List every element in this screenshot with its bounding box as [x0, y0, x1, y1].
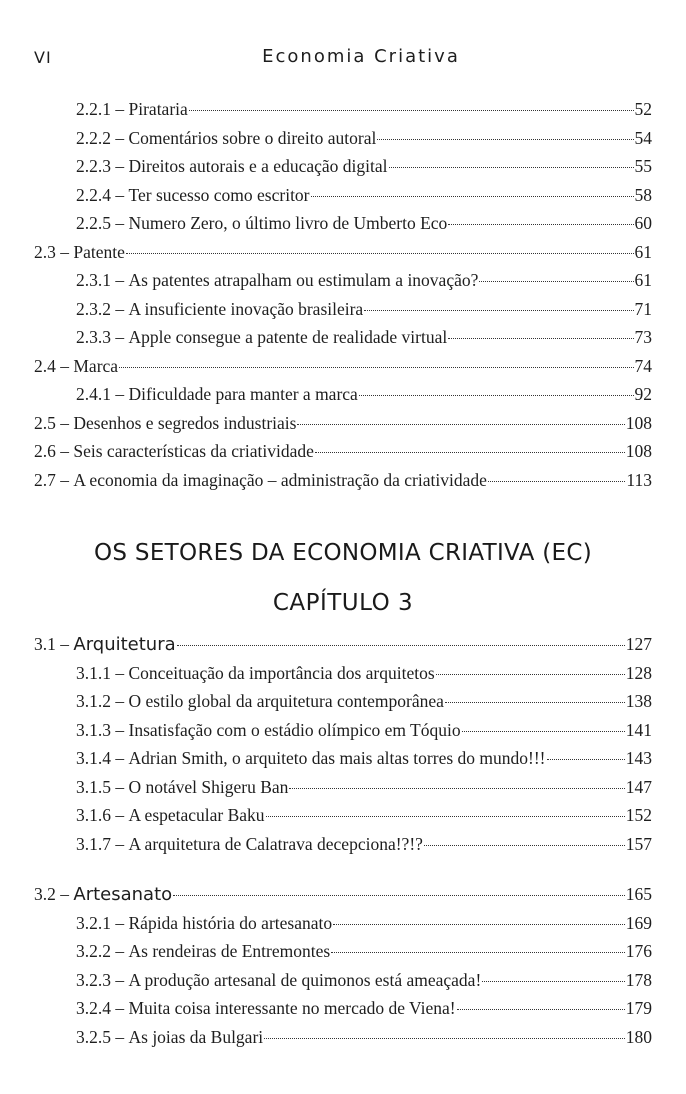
- entry-title: Desenhos e segredos industriais: [73, 412, 297, 433]
- entry-number: 2.7 –: [34, 469, 69, 490]
- entry-title: Marca: [73, 355, 119, 376]
- entry-title: A produção artesanal de quimonos está ameaçada!: [128, 969, 482, 990]
- entry-title: O notável Shigeru Ban: [128, 776, 289, 797]
- entry-number: 3.1.1 –: [76, 662, 125, 683]
- dot-leader: [377, 139, 633, 140]
- dot-leader: [547, 759, 625, 760]
- entry-page-number: 55: [634, 156, 652, 176]
- entry-title: A espetacular Baku: [128, 805, 265, 825]
- entry-page-number: 152: [625, 805, 652, 825]
- entry-number: 2.3.1 –: [76, 270, 125, 290]
- dot-leader: [448, 338, 633, 339]
- toc-entry[interactable]: [34, 181, 652, 210]
- entry-title: As rendeiras de Entremontes: [128, 941, 331, 961]
- toc-entry[interactable]: [34, 880, 652, 909]
- entry-page-number: 178: [625, 969, 652, 990]
- entry-page-number: 113: [626, 469, 652, 490]
- entry-page-number: 143: [625, 748, 652, 768]
- toc-entry[interactable]: [34, 994, 652, 1023]
- entry-page-number: 54: [634, 127, 652, 148]
- entry-title: Rápida história do artesanato: [128, 912, 333, 933]
- entry-title: Ter sucesso como escritor: [128, 184, 310, 205]
- entry-page-number: 176: [625, 941, 652, 961]
- entry-number: 3.2.2 –: [76, 941, 125, 961]
- dot-leader: [488, 481, 626, 482]
- entry-title: Conceituação da importância dos arquitetos: [128, 662, 435, 683]
- dot-leader: [315, 452, 625, 453]
- dot-leader: [311, 196, 634, 197]
- entry-page-number: 141: [625, 719, 652, 740]
- dot-leader: [333, 924, 625, 925]
- toc-entry[interactable]: [34, 630, 652, 659]
- toc-entry[interactable]: [34, 124, 652, 153]
- entry-number: 3.2.4 –: [76, 998, 125, 1018]
- entry-title: Pirataria: [128, 99, 188, 119]
- entry-number: 3.1.2 –: [76, 691, 125, 711]
- toc-entry[interactable]: [34, 238, 652, 267]
- toc-entry[interactable]: [34, 295, 652, 324]
- toc-list-chapter-2: [34, 95, 652, 494]
- entry-page-number: 127: [625, 634, 652, 654]
- dot-leader: [445, 702, 625, 703]
- entry-page-number: 74: [634, 355, 652, 376]
- toc-entry[interactable]: [34, 966, 652, 995]
- entry-page-number: 138: [625, 691, 652, 711]
- dot-leader: [389, 167, 634, 168]
- dot-leader: [359, 395, 634, 396]
- entry-number: 2.3.2 –: [76, 298, 125, 319]
- entry-number: 2.2.1 –: [76, 99, 125, 119]
- entry-title: Patente: [73, 241, 125, 262]
- toc-entry[interactable]: [34, 409, 652, 438]
- entry-page-number: 61: [634, 241, 652, 262]
- toc-entry[interactable]: [34, 687, 652, 716]
- entry-page-number: 179: [625, 998, 652, 1018]
- toc-entry[interactable]: [34, 1023, 652, 1052]
- entry-title: A arquitetura de Calatrava decepciona!?!?: [128, 833, 423, 854]
- dot-leader: [462, 731, 625, 732]
- toc-entry[interactable]: [34, 266, 652, 295]
- toc-entry[interactable]: [34, 323, 652, 352]
- dot-leader: [331, 952, 625, 953]
- entry-number: 2.3 –: [34, 241, 69, 262]
- entry-title: A insuficiente inovação brasileira: [128, 298, 364, 319]
- entry-number: 2.2.3 –: [76, 156, 125, 176]
- chapter-title: CAPÍTULO 3: [272, 590, 414, 616]
- entry-title: Comentários sobre o direito autoral: [128, 127, 377, 148]
- part-title: OS SETORES DA ECONOMIA CRIATIVA (EC): [94, 540, 592, 566]
- dot-leader: [436, 674, 625, 675]
- dot-leader: [189, 110, 634, 111]
- entry-page-number: 180: [625, 1026, 652, 1047]
- entry-page-number: 157: [625, 833, 652, 854]
- toc-entry[interactable]: [34, 352, 652, 381]
- toc-entry[interactable]: [34, 830, 652, 859]
- entry-title: Apple consegue a patente de realidade virtual: [128, 327, 448, 347]
- dot-leader: [297, 424, 624, 425]
- entry-number: 2.6 –: [34, 441, 69, 461]
- dot-leader: [177, 645, 625, 646]
- entry-number: 2.2.5 –: [76, 213, 125, 233]
- entry-title: A economia da imaginação – administração da criatividade: [73, 469, 487, 490]
- toc-entry[interactable]: [34, 744, 652, 773]
- entry-title: Direitos autorais e a educação digital: [128, 156, 388, 176]
- entry-page-number: 128: [625, 662, 652, 683]
- entry-page-number: 58: [634, 184, 652, 205]
- entry-number: 3.1.5 –: [76, 776, 125, 797]
- entry-title: Numero Zero, o último livro de Umberto Eco: [128, 213, 448, 233]
- entry-number: 2.4 –: [34, 355, 69, 376]
- dot-leader: [264, 1038, 625, 1039]
- entry-page-number: 169: [625, 912, 652, 933]
- toc-entry[interactable]: [34, 437, 652, 466]
- dot-leader: [479, 281, 633, 282]
- toc-entry[interactable]: [34, 95, 652, 124]
- toc-entry[interactable]: [34, 716, 652, 745]
- entry-number: 2.4.1 –: [76, 384, 125, 404]
- entry-title: Adrian Smith, o arquiteto das mais altas torres do mundo!!!: [128, 748, 546, 768]
- entry-page-number: 71: [634, 298, 652, 319]
- entry-page-number: 147: [625, 776, 652, 797]
- running-head: [34, 44, 652, 74]
- entry-number: 2.2.2 –: [76, 127, 125, 148]
- entry-page-number: 92: [634, 384, 652, 404]
- entry-number: 3.1.4 –: [76, 748, 125, 768]
- dot-leader: [424, 845, 625, 846]
- toc-entry[interactable]: [34, 466, 652, 495]
- entry-number: 2.5 –: [34, 412, 69, 433]
- dot-leader: [482, 981, 624, 982]
- dot-leader: [126, 253, 634, 254]
- toc-entry[interactable]: [34, 152, 652, 181]
- entry-number: 3.1 –: [34, 634, 69, 654]
- entry-number: 2.3.3 –: [76, 327, 125, 347]
- entry-page-number: 108: [625, 441, 652, 461]
- entry-number: 3.2.3 –: [76, 969, 125, 990]
- entry-number: 3.2 –: [34, 884, 69, 904]
- dot-leader: [448, 224, 633, 225]
- entry-number: 3.1.7 –: [76, 833, 125, 854]
- entry-page-number: 108: [625, 412, 652, 433]
- entry-number: 2.2.4 –: [76, 184, 125, 205]
- dot-leader: [266, 816, 625, 817]
- entry-number: 3.2.1 –: [76, 912, 125, 933]
- entry-page-number: 73: [634, 327, 652, 347]
- dot-leader: [289, 788, 624, 789]
- entry-page-number: 61: [634, 270, 652, 290]
- entry-title: Arquitetura: [73, 634, 176, 655]
- entry-title: Muita coisa interessante no mercado de Viena!: [128, 998, 456, 1018]
- page-number: VI: [34, 48, 52, 67]
- entry-page-number: 165: [625, 884, 652, 904]
- entry-title: Dificuldade para manter a marca: [128, 384, 358, 404]
- entry-title: As joias da Bulgari: [128, 1026, 264, 1047]
- entry-title: As patentes atrapalham ou estimulam a inovação?: [128, 270, 479, 290]
- entry-number: 3.2.5 –: [76, 1026, 125, 1047]
- dot-leader: [119, 367, 633, 368]
- toc-entry[interactable]: [34, 659, 652, 688]
- entry-page-number: 52: [634, 99, 652, 119]
- toc-list-architecture: [34, 630, 652, 858]
- toc-entry[interactable]: [34, 937, 652, 966]
- entry-page-number: 60: [634, 213, 652, 233]
- toc-entry[interactable]: [34, 909, 652, 938]
- toc-entry[interactable]: [34, 801, 652, 830]
- dot-leader: [457, 1009, 625, 1010]
- entry-number: 3.1.3 –: [76, 719, 125, 740]
- toc-entry[interactable]: [34, 773, 652, 802]
- entry-number: 3.1.6 –: [76, 805, 125, 825]
- dot-leader: [364, 310, 633, 311]
- entry-title: Artesanato: [73, 884, 173, 905]
- entry-title: Seis características da criatividade: [73, 441, 314, 461]
- book-title: Economia Criativa: [262, 46, 460, 67]
- dot-leader: [173, 895, 625, 896]
- toc-entry[interactable]: [34, 380, 652, 409]
- toc-list-crafts: [34, 880, 652, 1051]
- entry-title: O estilo global da arquitetura contemporânea: [128, 691, 444, 711]
- entry-title: Insatisfação com o estádio olímpico em Tóquio: [128, 719, 461, 740]
- toc-entry[interactable]: [34, 209, 652, 238]
